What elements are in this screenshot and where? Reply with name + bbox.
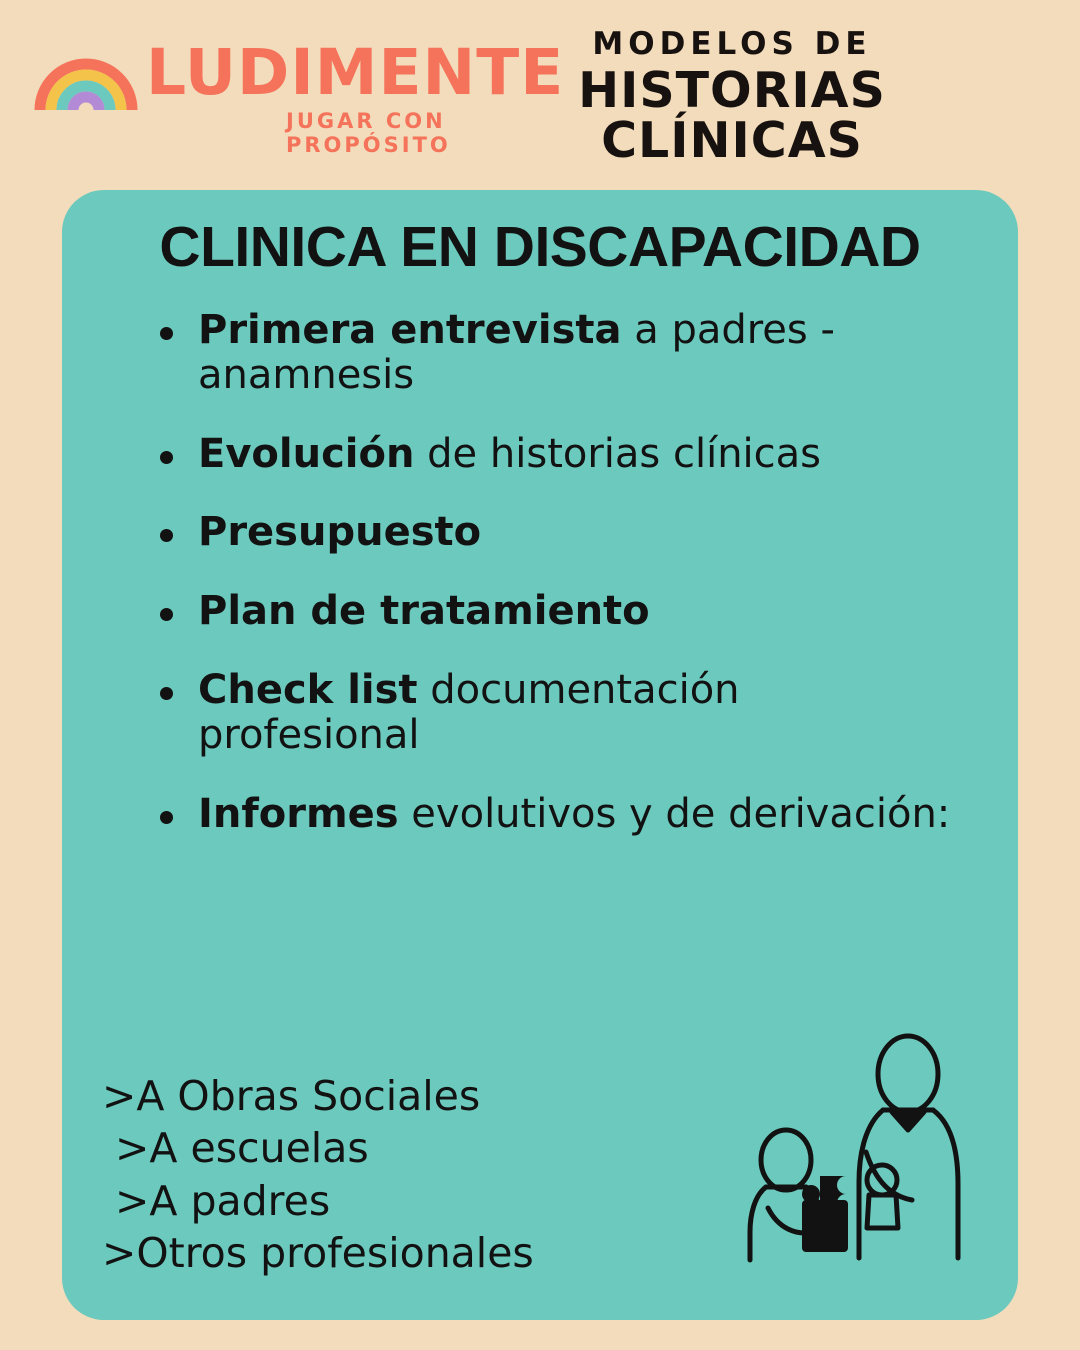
header-title xyxy=(502,26,962,169)
list-item xyxy=(150,589,960,634)
sub-list-item: >A escuelas xyxy=(102,1124,369,1173)
list-item-bold: Informes xyxy=(198,790,399,837)
brand-logo xyxy=(34,36,565,157)
brand-name: LUDIMENTE xyxy=(146,36,565,109)
list-item-rest: de historias clínicas xyxy=(414,430,821,477)
list-item-bold: Plan de tratamiento xyxy=(198,588,650,635)
therapist-child-puzzle-icon xyxy=(716,1032,976,1272)
list-item-rest: a padres - anamnesis xyxy=(198,307,835,398)
rainbow-icon xyxy=(34,50,138,112)
header xyxy=(0,0,1080,180)
sub-list-item: >A Obras Sociales xyxy=(102,1072,481,1120)
list-item xyxy=(150,792,960,837)
list-item-bold: Check list xyxy=(198,666,418,713)
sub-list xyxy=(102,1070,722,1280)
sub-list-item: >A padres xyxy=(102,1176,331,1225)
list-item xyxy=(150,432,960,477)
list-item xyxy=(150,308,960,398)
list-item xyxy=(150,668,960,758)
bullet-list xyxy=(150,308,960,870)
header-title-line2: HISTORIAS xyxy=(578,62,886,119)
sub-list-item: >Otros profesionales xyxy=(102,1229,534,1278)
list-item-bold: Primera entrevista xyxy=(198,307,622,353)
list-item-rest: documentación profesional xyxy=(198,666,740,758)
list-item-rest: evolutivos y de derivación: xyxy=(398,790,951,837)
header-title-line1: MODELOS DE xyxy=(592,26,872,62)
page-title: CLINICA EN DISCAPACIDAD xyxy=(159,215,921,279)
content-card xyxy=(62,190,1018,1320)
brand-tagline: JUGAR CON PROPÓSITO xyxy=(286,109,451,157)
header-title-line3: CLÍNICAS xyxy=(601,111,863,169)
list-item-bold: Evolución xyxy=(198,430,415,477)
list-item-bold: Presupuesto xyxy=(198,509,482,556)
list-item xyxy=(150,510,960,555)
